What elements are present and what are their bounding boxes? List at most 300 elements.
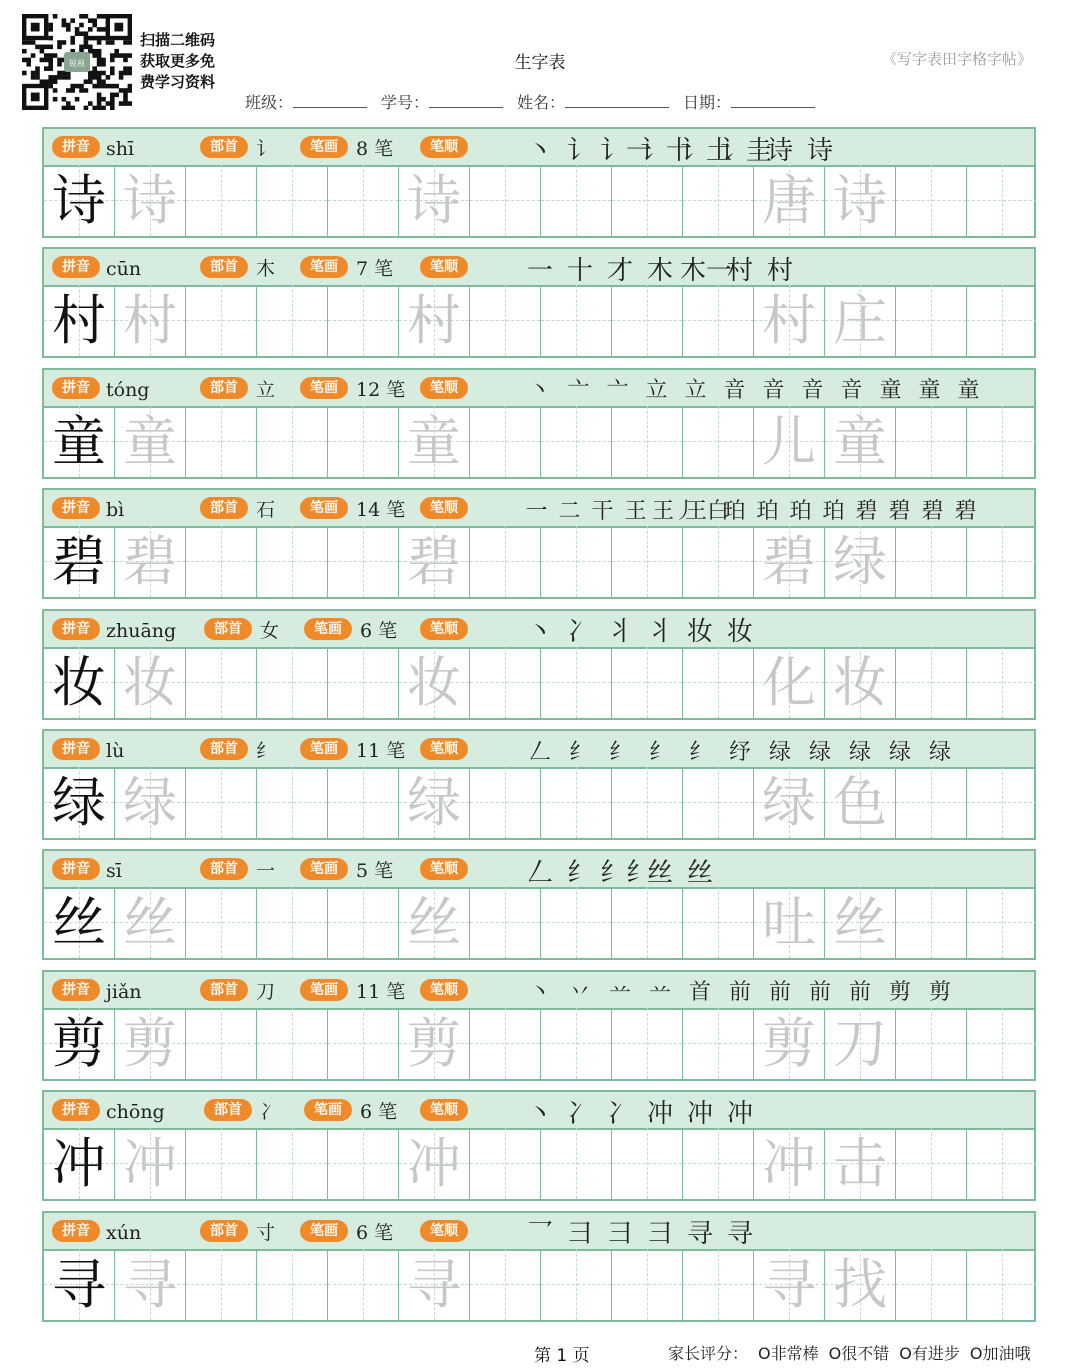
stroke-step: 讠十 <box>640 135 693 166</box>
practice-cell[interactable] <box>754 406 825 477</box>
qr-caption-line: 获取更多免 <box>140 52 216 70</box>
practice-cell[interactable] <box>541 887 612 958</box>
parent-evaluation <box>668 1341 1040 1364</box>
model-character: 童 <box>52 409 106 473</box>
practice-cell[interactable] <box>115 647 186 718</box>
stroke-count-text: 5 笔 <box>356 860 394 883</box>
trace-character: 诗 <box>123 169 177 232</box>
practice-cell[interactable] <box>470 1249 541 1320</box>
practice-cell[interactable] <box>115 887 186 958</box>
practice-cell[interactable] <box>257 767 328 838</box>
practice-cell[interactable] <box>896 1128 967 1199</box>
practice-cell[interactable] <box>825 887 896 958</box>
practice-cell[interactable] <box>399 1128 470 1199</box>
practice-cell[interactable] <box>612 165 683 236</box>
model-character-cell[interactable] <box>44 406 115 477</box>
stroke-step: 王丿 <box>652 498 697 524</box>
stroke-step: 冲 <box>726 1098 753 1129</box>
practice-cell[interactable] <box>257 887 328 958</box>
trace-character: 寻 <box>407 1252 461 1316</box>
pinyin-text: zhuāng <box>106 619 177 642</box>
rating-option[interactable]: O加油哦 <box>969 1344 1031 1363</box>
practice-cell[interactable] <box>612 647 683 718</box>
stroke-step: 𠃋 <box>528 739 551 765</box>
stroke-step: 干 <box>591 498 614 524</box>
name-label: 姓名： <box>517 93 566 112</box>
practice-cell[interactable] <box>328 1008 399 1079</box>
practice-cell[interactable] <box>825 1128 896 1199</box>
practice-cell[interactable] <box>186 526 257 597</box>
practice-cell[interactable] <box>115 526 186 597</box>
pinyin-badge: 拼音 <box>52 738 100 760</box>
stroke-count-badge: 笔画 <box>300 256 348 278</box>
practice-cell[interactable] <box>754 647 825 718</box>
model-character-cell[interactable] <box>44 1249 115 1320</box>
practice-cell[interactable] <box>399 165 470 236</box>
practice-cell[interactable] <box>683 165 754 236</box>
character-row <box>42 609 1036 720</box>
trace-character: 找 <box>833 1252 887 1316</box>
practice-cell[interactable] <box>967 285 1038 356</box>
practice-cell[interactable] <box>683 1008 754 1079</box>
practice-cell[interactable] <box>328 887 399 958</box>
character-info-bar <box>44 851 1034 889</box>
practice-cell[interactable] <box>683 1128 754 1199</box>
practice-cell[interactable] <box>754 1249 825 1320</box>
pinyin-text: lù <box>106 740 125 762</box>
model-character: 诗 <box>52 169 106 232</box>
practice-cell[interactable] <box>399 1249 470 1320</box>
practice-cell[interactable] <box>825 1249 896 1320</box>
stroke-order-badge: 笔顺 <box>420 256 468 278</box>
practice-cell[interactable] <box>683 767 754 838</box>
practice-cell[interactable] <box>612 887 683 958</box>
practice-cell[interactable] <box>683 1249 754 1320</box>
stroke-step: 剪 <box>888 980 911 1006</box>
practice-cell[interactable] <box>825 767 896 838</box>
tian-grid-row <box>44 165 1034 236</box>
stroke-count-badge: 笔画 <box>300 377 348 399</box>
model-character-cell[interactable] <box>44 1128 115 1199</box>
model-character-cell[interactable] <box>44 1008 115 1079</box>
practice-cell[interactable] <box>257 165 328 236</box>
radical-badge: 部首 <box>200 979 248 1001</box>
trace-character: 儿 <box>762 409 816 473</box>
practice-cell[interactable] <box>399 285 470 356</box>
practice-cell[interactable] <box>257 406 328 477</box>
practice-cell[interactable] <box>541 1128 612 1199</box>
practice-cell[interactable] <box>612 526 683 597</box>
practice-cell[interactable] <box>541 767 612 838</box>
practice-cell[interactable] <box>257 1128 328 1199</box>
stroke-count-badge: 笔画 <box>300 497 348 519</box>
stroke-count-badge: 笔画 <box>300 1220 348 1242</box>
tian-grid-row <box>44 647 1034 718</box>
stroke-step: 冫 <box>566 1098 593 1129</box>
practice-cell[interactable] <box>683 647 754 718</box>
character-info-bar <box>44 731 1034 769</box>
practice-cell[interactable] <box>825 1008 896 1079</box>
pinyin-badge: 拼音 <box>52 1220 100 1242</box>
stroke-step: 绿 <box>848 739 871 765</box>
practice-cell[interactable] <box>612 1128 683 1199</box>
radical-text: 女 <box>260 619 280 642</box>
practice-cell[interactable] <box>541 1008 612 1079</box>
practice-cell[interactable] <box>186 1008 257 1079</box>
stroke-step: 妆 <box>686 617 713 648</box>
practice-cell[interactable] <box>399 526 470 597</box>
stroke-step: 二 <box>558 498 581 524</box>
trace-character: 剪 <box>762 1011 816 1075</box>
stroke-step: 立 <box>645 378 668 404</box>
stroke-step: 前 <box>768 980 791 1006</box>
practice-cell[interactable] <box>896 165 967 236</box>
practice-cell[interactable] <box>754 526 825 597</box>
practice-cell[interactable] <box>399 1008 470 1079</box>
pinyin-text: tóng <box>106 378 150 401</box>
practice-cell[interactable] <box>399 647 470 718</box>
trace-character: 色 <box>833 771 887 834</box>
practice-cell[interactable] <box>399 767 470 838</box>
practice-cell[interactable] <box>257 647 328 718</box>
practice-cell[interactable] <box>896 526 967 597</box>
practice-cell[interactable] <box>541 285 612 356</box>
practice-cell[interactable] <box>470 165 541 236</box>
character-row <box>42 1090 1036 1201</box>
stroke-step: 讠土 <box>680 135 733 166</box>
character-info-bar <box>44 370 1034 408</box>
practice-cell[interactable] <box>399 887 470 958</box>
character-info-bar <box>44 1213 1034 1251</box>
radical-badge: 部首 <box>200 136 248 158</box>
stroke-step: 纟 <box>568 739 591 765</box>
practice-cell[interactable] <box>541 526 612 597</box>
stroke-step: 珀 <box>756 498 779 524</box>
character-row <box>42 127 1036 238</box>
stroke-step: 首 <box>688 980 711 1006</box>
workbook-tagline: 《写字表田字格字帖》 <box>881 50 1032 68</box>
practice-cell[interactable] <box>328 1249 399 1320</box>
stroke-order-badge: 笔顺 <box>420 136 468 158</box>
student-info-fields <box>245 90 829 113</box>
tian-grid-row <box>44 526 1034 597</box>
trace-character: 童 <box>833 409 887 473</box>
practice-cell[interactable] <box>967 406 1038 477</box>
practice-cell[interactable] <box>967 767 1038 838</box>
practice-cell[interactable] <box>470 1128 541 1199</box>
trace-character: 碧 <box>407 530 461 594</box>
stroke-step: 纟 <box>648 739 671 765</box>
model-character: 寻 <box>52 1252 106 1316</box>
class-label: 班级： <box>245 93 294 112</box>
stroke-step: 丶 <box>526 617 553 648</box>
practice-cell[interactable] <box>115 165 186 236</box>
practice-cell[interactable] <box>896 1249 967 1320</box>
practice-cell[interactable] <box>754 1008 825 1079</box>
stroke-step: 冲 <box>646 1098 673 1129</box>
practice-cell[interactable] <box>967 1008 1038 1079</box>
pinyin-badge: 拼音 <box>52 858 100 880</box>
radical-badge: 部首 <box>200 256 248 278</box>
pinyin-badge: 拼音 <box>52 979 100 1001</box>
trace-character: 化 <box>762 650 816 714</box>
practice-cell[interactable] <box>967 647 1038 718</box>
stroke-order-badge: 笔顺 <box>420 1099 468 1121</box>
stroke-step: 立 <box>684 378 707 404</box>
practice-cell[interactable] <box>186 1249 257 1320</box>
practice-cell[interactable] <box>967 887 1038 958</box>
stroke-count-text: 6 笔 <box>360 619 398 642</box>
stroke-step: 剪 <box>928 980 951 1006</box>
rating-option[interactable]: O有进步 <box>899 1344 960 1363</box>
tian-grid-row <box>44 1008 1034 1079</box>
stroke-step: 村 <box>766 255 793 286</box>
stroke-step: 冫 <box>606 1098 633 1129</box>
practice-cell[interactable] <box>896 767 967 838</box>
stroke-order-badge: 笔顺 <box>420 858 468 880</box>
practice-cell[interactable] <box>896 406 967 477</box>
practice-cell[interactable] <box>683 887 754 958</box>
stroke-step: 音 <box>762 378 785 404</box>
stroke-step: 绿 <box>808 739 831 765</box>
practice-cell[interactable] <box>683 285 754 356</box>
stroke-step: 丶 <box>526 135 553 166</box>
stroke-step: 碧 <box>921 498 944 524</box>
trace-character: 碧 <box>123 530 177 594</box>
radical-text: 木 <box>256 258 276 281</box>
practice-cell[interactable] <box>470 406 541 477</box>
practice-cell[interactable] <box>683 526 754 597</box>
model-character-cell[interactable] <box>44 285 115 356</box>
rating-option[interactable]: O很不错 <box>828 1344 890 1363</box>
model-character-cell[interactable] <box>44 767 115 838</box>
rating-option[interactable]: O非常棒 <box>758 1344 819 1363</box>
practice-cell[interactable] <box>115 406 186 477</box>
trace-character: 绿 <box>123 771 177 834</box>
pinyin-badge: 拼音 <box>52 1099 100 1121</box>
stroke-order-sequence <box>520 131 1030 165</box>
qr-caption-line: 费学习资料 <box>140 73 216 91</box>
student-number-field[interactable] <box>381 90 503 113</box>
stroke-step: 丬 <box>606 617 633 648</box>
stroke-step: 讠 <box>566 135 593 166</box>
trace-character: 妆 <box>407 650 461 714</box>
stroke-step: 王 <box>624 498 647 524</box>
trace-character: 诗 <box>407 169 461 232</box>
practice-cell[interactable] <box>967 1249 1038 1320</box>
practice-cell[interactable] <box>328 767 399 838</box>
practice-cell[interactable] <box>541 406 612 477</box>
practice-cell[interactable] <box>470 887 541 958</box>
tian-grid-row <box>44 767 1034 838</box>
trace-character: 童 <box>123 409 177 473</box>
stroke-count-text: 8 笔 <box>356 138 394 160</box>
practice-cell[interactable] <box>257 285 328 356</box>
pinyin-badge: 拼音 <box>52 377 100 399</box>
practice-cell[interactable] <box>470 526 541 597</box>
practice-cell[interactable] <box>470 647 541 718</box>
practice-cell[interactable] <box>328 406 399 477</box>
stroke-step: 纟 <box>608 739 631 765</box>
stroke-step: 一 <box>525 498 548 524</box>
qr-logo-text: 锐视 <box>69 59 85 68</box>
stroke-step: 𠃋 <box>526 857 553 888</box>
practice-cell[interactable] <box>896 887 967 958</box>
practice-cell[interactable] <box>115 767 186 838</box>
radical-badge: 部首 <box>200 377 248 399</box>
practice-cell[interactable] <box>186 1128 257 1199</box>
trace-character: 刀 <box>833 1011 887 1075</box>
stroke-step: 丶 <box>526 1098 553 1129</box>
stroke-step: 丷 <box>568 980 591 1006</box>
trace-character: 碧 <box>762 530 816 594</box>
model-character-cell[interactable] <box>44 526 115 597</box>
practice-cell[interactable] <box>754 285 825 356</box>
stroke-step: 一 <box>526 255 553 286</box>
trace-character: 寻 <box>123 1252 177 1316</box>
character-info-bar <box>44 1092 1034 1130</box>
stroke-step: 寻 <box>686 1219 713 1250</box>
practice-cell[interactable] <box>612 406 683 477</box>
practice-cell[interactable] <box>612 1249 683 1320</box>
character-row <box>42 729 1036 840</box>
practice-cell[interactable] <box>612 767 683 838</box>
practice-cell[interactable] <box>470 285 541 356</box>
practice-cell[interactable] <box>754 887 825 958</box>
stroke-count-badge: 笔画 <box>304 618 352 640</box>
practice-cell[interactable] <box>825 526 896 597</box>
stroke-step: 诗 <box>766 135 793 166</box>
radical-text: 寸 <box>256 1221 276 1244</box>
stroke-step: 乛 <box>526 1219 553 1250</box>
practice-cell[interactable] <box>257 1008 328 1079</box>
class-field[interactable] <box>245 90 367 113</box>
practice-cell[interactable] <box>470 767 541 838</box>
radical-text: 刀 <box>256 980 276 1003</box>
model-character: 冲 <box>52 1132 106 1196</box>
stroke-order-badge: 笔顺 <box>420 738 468 760</box>
character-row <box>42 247 1036 358</box>
practice-cell[interactable] <box>186 285 257 356</box>
model-character-cell[interactable] <box>44 647 115 718</box>
pinyin-text: shī <box>106 138 135 160</box>
practice-cell[interactable] <box>186 767 257 838</box>
practice-cell[interactable] <box>541 647 612 718</box>
stroke-step: 前 <box>808 980 831 1006</box>
practice-cell[interactable] <box>328 1128 399 1199</box>
stroke-count-text: 6 笔 <box>360 1101 398 1124</box>
trace-character: 妆 <box>833 650 887 714</box>
stroke-step: 亠 <box>606 378 629 404</box>
practice-cell[interactable] <box>328 526 399 597</box>
trace-character: 寻 <box>762 1252 816 1316</box>
stroke-step: 纟 <box>688 739 711 765</box>
pinyin-badge: 拼音 <box>52 497 100 519</box>
date-field[interactable] <box>683 90 815 113</box>
model-character-cell[interactable] <box>44 165 115 236</box>
stroke-order-badge: 笔顺 <box>420 497 468 519</box>
practice-cell[interactable] <box>115 1008 186 1079</box>
radical-badge: 部首 <box>200 497 248 519</box>
practice-cell[interactable] <box>825 647 896 718</box>
character-row <box>42 849 1036 960</box>
practice-cell[interactable] <box>328 285 399 356</box>
practice-cell[interactable] <box>612 285 683 356</box>
stroke-order-badge: 笔顺 <box>420 1220 468 1242</box>
practice-cell[interactable] <box>186 406 257 477</box>
trace-character: 冲 <box>762 1132 816 1196</box>
stroke-count-text: 14 笔 <box>356 499 406 522</box>
practice-cell[interactable] <box>186 887 257 958</box>
stroke-step: 绿 <box>888 739 911 765</box>
practice-cell[interactable] <box>967 526 1038 597</box>
practice-cell[interactable] <box>754 1128 825 1199</box>
stroke-step: 诗 <box>806 135 833 166</box>
radical-badge: 部首 <box>204 618 252 640</box>
model-character-cell[interactable] <box>44 887 115 958</box>
practice-cell[interactable] <box>186 647 257 718</box>
name-field[interactable] <box>517 90 669 113</box>
parent-evaluation-label: 家长评分： <box>668 1344 749 1363</box>
practice-cell[interactable] <box>825 406 896 477</box>
stroke-step: 丝 <box>646 857 673 888</box>
practice-cell[interactable] <box>115 1128 186 1199</box>
practice-cell[interactable] <box>257 526 328 597</box>
character-row <box>42 368 1036 479</box>
practice-cell[interactable] <box>825 285 896 356</box>
practice-cell[interactable] <box>328 647 399 718</box>
model-character: 剪 <box>52 1011 106 1075</box>
practice-cell[interactable] <box>328 165 399 236</box>
tian-grid-row <box>44 1249 1034 1320</box>
practice-cell[interactable] <box>186 165 257 236</box>
practice-cell[interactable] <box>683 406 754 477</box>
practice-cell[interactable] <box>896 1008 967 1079</box>
stroke-step: 彐 <box>566 1219 593 1250</box>
stroke-step: 䒑 <box>608 980 631 1006</box>
practice-cell[interactable] <box>754 767 825 838</box>
practice-cell[interactable] <box>754 165 825 236</box>
practice-cell[interactable] <box>967 1128 1038 1199</box>
practice-cell[interactable] <box>470 1008 541 1079</box>
practice-cell[interactable] <box>115 1249 186 1320</box>
stroke-count-badge: 笔画 <box>300 979 348 1001</box>
trace-character: 丝 <box>123 891 177 955</box>
practice-cell[interactable] <box>825 165 896 236</box>
practice-cell[interactable] <box>896 647 967 718</box>
practice-cell[interactable] <box>257 1249 328 1320</box>
practice-cell[interactable] <box>399 406 470 477</box>
pinyin-badge: 拼音 <box>52 618 100 640</box>
practice-cell[interactable] <box>115 285 186 356</box>
stroke-step: 寻 <box>726 1219 753 1250</box>
practice-cell[interactable] <box>541 1249 612 1320</box>
model-character: 绿 <box>52 771 106 834</box>
trace-character: 绿 <box>762 771 816 834</box>
trace-character: 村 <box>407 289 461 353</box>
radical-badge: 部首 <box>200 738 248 760</box>
stroke-step: 木 <box>646 255 673 286</box>
stroke-step: 绿 <box>768 739 791 765</box>
trace-character: 剪 <box>407 1011 461 1075</box>
character-info-bar <box>44 972 1034 1010</box>
practice-cell[interactable] <box>967 165 1038 236</box>
stroke-step: 冫 <box>566 617 593 648</box>
practice-cell[interactable] <box>896 285 967 356</box>
practice-cell[interactable] <box>541 165 612 236</box>
practice-cell[interactable] <box>612 1008 683 1079</box>
radical-badge: 部首 <box>204 1099 252 1121</box>
